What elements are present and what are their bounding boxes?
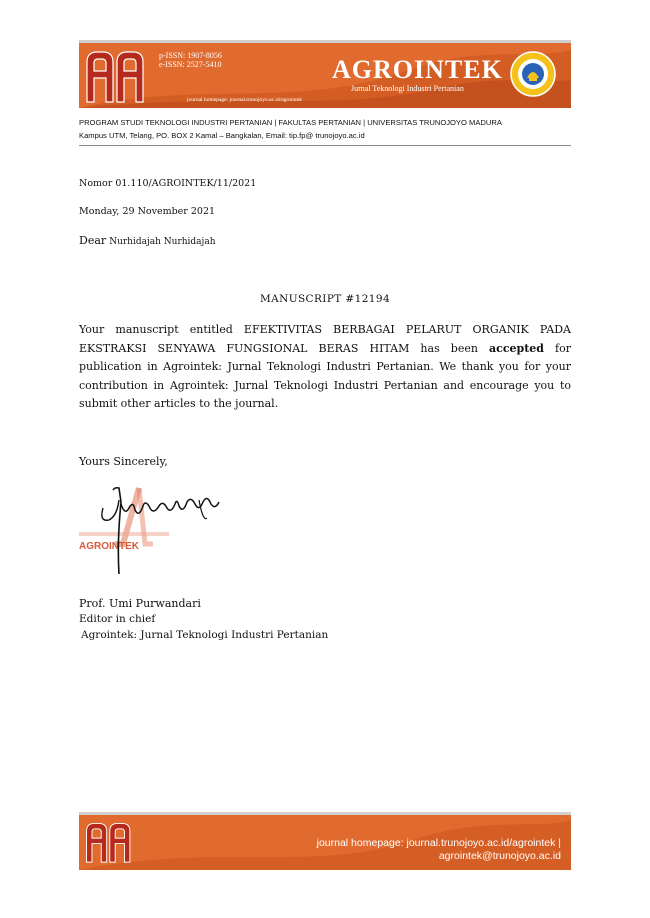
manuscript-title: MANUSCRIPT #12194: [259, 293, 391, 305]
journal-brand: AGROINTEK: [332, 55, 503, 84]
footer-homepage-link[interactable]: journal homepage: journal.trunojoyo.ac.id/agrointek |: [316, 837, 561, 849]
signer-role: Editor in chief: [79, 613, 156, 625]
letter-date: Monday, 29 November 2021: [79, 206, 216, 217]
signer-name: Prof. Umi Purwandari: [79, 597, 201, 610]
e-issn: e-ISSN: 2527-5410: [159, 60, 222, 69]
journal-subtitle: Jurnal Teknologi Industri Pertanian: [351, 84, 464, 93]
header-divider: [79, 145, 571, 146]
dear-word: Dear: [79, 234, 107, 247]
recipient-name: Nurhidajah Nurhidajah: [109, 237, 216, 247]
stamp-text: AGROINTEK: [79, 541, 139, 552]
body-text-end: for publication in Agrointek: Jurnal Teknologi Industri Pertanian. We thank you for your contribution in Agrointek: Jurnal Teknologi Industri Pertanian and encourage you to submit other articles to the journal.: [79, 341, 572, 410]
agrointek-aa-logo: [85, 48, 147, 104]
signature-stamp-image: [79, 482, 239, 580]
body-accepted-word: accepted: [489, 341, 544, 355]
signer-organization: Agrointek: Jurnal Teknologi Industri Pertanian: [81, 629, 329, 641]
closing: Yours Sincerely,: [79, 455, 168, 468]
university-emblem-icon: [509, 50, 557, 98]
footer-contact: [317, 837, 561, 863]
p-issn: p-ISSN: 1907-8056: [159, 51, 222, 60]
body-text-start: Your manuscript entitled EFEKTIVITAS BERBAGAI PELARUT ORGANIK PADA EKSTRAKSI SENYAWA FUNGSIONAL BERAS HITAM has been: [79, 323, 571, 355]
letter-body: [79, 321, 571, 414]
letter-number: Nomor 01.110/AGROINTEK/11/2021: [79, 178, 257, 189]
salutation: [79, 234, 216, 247]
journal-footer-banner: [79, 812, 571, 870]
issn-block: [159, 51, 222, 69]
institution-line: PROGRAM STUDI TEKNOLOGI INDUSTRI PERTANIAN | FAKULTAS PERTANIAN | UNIVERSITAS TRUNOJOYO MADURA: [79, 118, 502, 127]
journal-header-banner: [79, 40, 571, 108]
institution-address: Kampus UTM, Telang, PO. BOX 2 Kamal – Bangkalan, Email: tip.fp@ trunojoyo.ac.id: [79, 131, 365, 140]
footer-aa-logo: [85, 817, 133, 867]
footer-email-link[interactable]: agrointek@trunojoyo.ac.id: [438, 850, 561, 862]
journal-homepage: journal homepage: journal.trunojoyo.ac.id/agrointek: [187, 97, 303, 103]
